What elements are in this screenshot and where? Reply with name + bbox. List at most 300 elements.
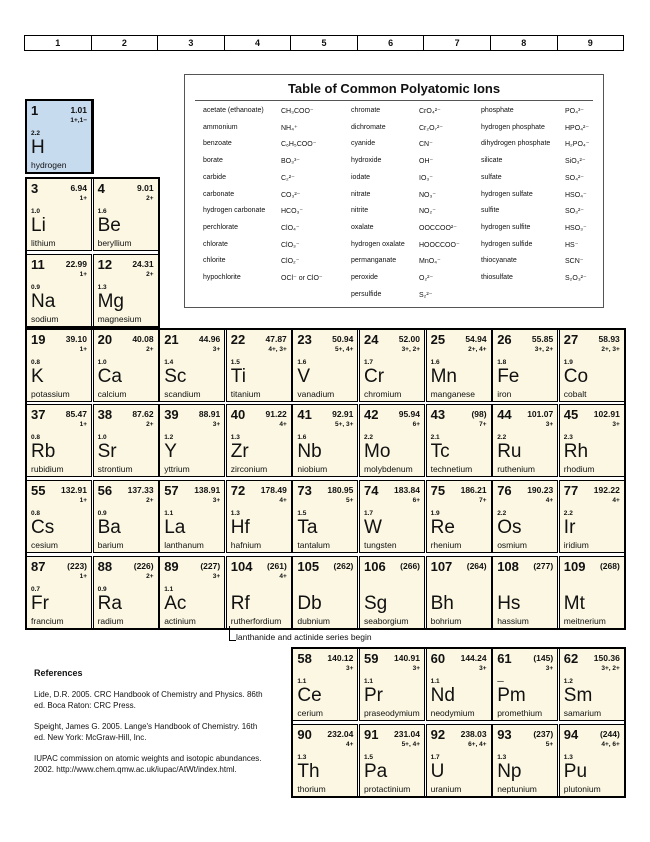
element-name: cesium xyxy=(31,540,58,550)
atomic-mass: 238.03 xyxy=(460,729,487,739)
ion-name: persulfide xyxy=(351,290,382,298)
electronegativity: 1.9 xyxy=(430,510,440,517)
element-symbol: Os xyxy=(497,517,522,538)
electronegativity: 1.1 xyxy=(164,586,174,593)
atomic-mass: 132.91 xyxy=(61,485,87,495)
electronegativity: 0.8 xyxy=(31,359,41,366)
electronegativity: 0.9 xyxy=(31,284,41,291)
reference-item: Lide, D.R. 2005. CRC Handbook of Chemistry and Physics. 86th ed. Boca Raton: CRC Press. xyxy=(34,690,263,710)
ion-formula: S₂²⁻ xyxy=(419,291,433,299)
atomic-number: 57 xyxy=(164,483,179,498)
electronegativity: 1.0 xyxy=(97,434,107,441)
oxidation-states: 7+ xyxy=(479,497,487,504)
oxidation-states: 3+ xyxy=(545,421,554,428)
element-tile-dubnium xyxy=(292,556,358,629)
atomic-number: 26 xyxy=(497,332,512,347)
atomic-mass: 186.21 xyxy=(460,485,487,495)
atomic-number: 89 xyxy=(164,559,179,574)
ion-formula: H₂PO₄⁻ xyxy=(565,141,590,149)
element-tile-niobium xyxy=(292,404,358,477)
ion-formula: HOOCCOO⁻ xyxy=(419,241,460,249)
element-name: ruthenium xyxy=(497,464,535,474)
element-name: promethium xyxy=(497,708,543,718)
atomic-number: 60 xyxy=(430,651,446,666)
element-symbol: Fe xyxy=(497,366,520,387)
element-name: lithium xyxy=(31,238,56,248)
atomic-mass: 140.12 xyxy=(327,653,354,663)
element-symbol: W xyxy=(364,517,382,538)
element-name: rhenium xyxy=(430,540,462,550)
atomic-mass: 1.01 xyxy=(70,105,87,115)
ion-formula: IO₃⁻ xyxy=(419,174,433,182)
ion-formula: HCO₃⁻ xyxy=(281,208,304,216)
element-tile-radium xyxy=(93,556,159,629)
element-name: potassium xyxy=(31,389,70,399)
oxidation-states: 4+ xyxy=(545,497,554,504)
element-name: neptunium xyxy=(497,784,537,794)
element-name: francium xyxy=(31,616,64,626)
element-name: tantalum xyxy=(297,540,330,550)
element-name: scandium xyxy=(164,389,201,399)
oxidation-states: 3+ xyxy=(212,421,221,428)
element-name: seaborgium xyxy=(364,616,409,626)
reference-item: Speight, James G. 2005. Lange's Handbook of Chemistry. 16th ed. New York: McGraw-Hill, Inc. xyxy=(34,722,258,742)
oxidation-states: 3+ xyxy=(612,421,620,428)
atomic-number: 39 xyxy=(164,407,179,422)
element-name: actinium xyxy=(164,616,196,626)
atomic-number: 23 xyxy=(297,332,312,347)
atomic-number: 59 xyxy=(364,651,379,666)
atomic-mass: 6.94 xyxy=(70,183,87,193)
element-symbol: Hf xyxy=(230,517,250,538)
atomic-number: 4 xyxy=(97,181,105,196)
electronegativity: 1.6 xyxy=(430,359,440,366)
oxidation-states: 7+ xyxy=(479,421,487,428)
ion-name: phosphate xyxy=(481,107,514,114)
atomic-number: 109 xyxy=(563,559,586,574)
element-tile-cobalt xyxy=(559,329,625,402)
element-symbol: Sg xyxy=(364,593,388,614)
element-tile-neodymium xyxy=(426,648,492,721)
ion-name: thiocyanate xyxy=(481,257,517,265)
atomic-number: 11 xyxy=(31,257,45,272)
oxidation-states: 2+ xyxy=(146,497,154,504)
ion-name: hydrogen carbonate xyxy=(203,207,266,215)
oxidation-states: 2+, 4+ xyxy=(468,346,487,353)
oxidation-states: 5+ xyxy=(545,741,554,748)
electronegativity: 1.8 xyxy=(497,359,507,366)
atomic-mass: 54.94 xyxy=(465,334,487,344)
atomic-mass: 92.91 xyxy=(332,409,354,419)
oxidation-states: 3+ xyxy=(212,497,221,504)
electronegativity: 1.1 xyxy=(164,510,174,517)
element-tile-actinium xyxy=(159,556,225,629)
electronegativity: 2.3 xyxy=(563,434,573,441)
atomic-mass: (98) xyxy=(471,409,487,419)
element-symbol: Mt xyxy=(563,593,585,614)
element-name: beryllium xyxy=(97,238,132,248)
atomic-mass: 178.49 xyxy=(260,485,287,495)
ion-name: chlorate xyxy=(203,240,228,248)
oxidation-states: 1+ xyxy=(79,271,87,278)
electronegativity: 1.3 xyxy=(297,754,307,761)
ion-name: nitrite xyxy=(351,207,369,215)
element-tile-hassium xyxy=(492,556,558,629)
ion-formula: C₂²⁻ xyxy=(281,174,295,182)
atomic-mass: 39.10 xyxy=(65,334,87,344)
ion-formula: ClO₃⁻ xyxy=(281,241,300,249)
ion-table-divider xyxy=(195,100,593,101)
oxidation-states: 4+ xyxy=(612,497,620,504)
atomic-number: 56 xyxy=(97,483,113,498)
element-tile-strontium xyxy=(93,404,159,477)
atomic-number: 25 xyxy=(430,332,446,347)
oxidation-states: 4+ xyxy=(279,573,287,580)
oxidation-states: 4+ xyxy=(279,497,287,504)
ion-formula: HSO₃⁻ xyxy=(565,224,587,232)
atomic-mass: (145) xyxy=(533,653,554,663)
atomic-number: 72 xyxy=(230,483,246,498)
oxidation-states: 1+ xyxy=(79,573,87,580)
ion-formula: O₂²⁻ xyxy=(419,275,434,282)
electronegativity: 2.1 xyxy=(430,434,440,441)
ion-name: silicate xyxy=(481,157,503,165)
oxidation-states: 5+, 4+ xyxy=(401,741,420,748)
atomic-number: 87 xyxy=(31,559,46,574)
atomic-mass: 52.00 xyxy=(398,334,420,344)
atomic-number: 27 xyxy=(563,332,579,347)
element-tile-rutherfordium xyxy=(226,556,292,629)
element-symbol: Hs xyxy=(497,593,521,614)
oxidation-states: 5+, 3+ xyxy=(334,421,354,428)
element-symbol: K xyxy=(31,366,44,387)
atomic-number: 106 xyxy=(364,559,386,574)
atomic-mass: (264) xyxy=(466,561,487,571)
electronegativity: 1.1 xyxy=(364,678,374,685)
electronegativity: 0.8 xyxy=(31,434,41,441)
element-name: tungsten xyxy=(364,540,397,550)
element-tile-yttrium xyxy=(159,404,225,477)
electronegativity: 1.3 xyxy=(230,510,240,517)
element-name: plutonium xyxy=(563,784,601,794)
element-name: strontium xyxy=(97,464,133,474)
element-tile-seaborgium xyxy=(359,556,425,629)
electronegativity: 1.2 xyxy=(164,434,174,441)
oxidation-states: 3+ xyxy=(479,665,487,672)
element-symbol: Mg xyxy=(97,291,124,312)
electronegativity: 0.9 xyxy=(97,510,107,517)
atomic-number: 43 xyxy=(430,407,446,422)
reference-item: IUPAC commission on atomic weights and isotopic abundances. 2002. http://www.chem.qmw.ac.uk/iupac/AtWt/index.html. xyxy=(34,754,262,774)
electronegativity: 1.0 xyxy=(31,208,41,215)
atomic-number: 90 xyxy=(297,727,312,742)
element-symbol: Rf xyxy=(230,593,250,614)
element-name: meitnerium xyxy=(563,616,606,626)
element-symbol: Pa xyxy=(364,761,388,782)
element-symbol: La xyxy=(164,517,186,538)
element-tile-hafnium xyxy=(226,480,292,553)
ion-formula: BO₃³⁻ xyxy=(281,158,300,166)
ion-formula: CH₃COO⁻ xyxy=(281,108,314,115)
element-symbol: Pm xyxy=(497,685,526,706)
electronegativity: 1.3 xyxy=(497,754,507,761)
oxidation-states: 4+ xyxy=(279,421,287,428)
element-name: rutherfordium xyxy=(230,616,282,626)
ion-name: benzoate xyxy=(203,140,232,148)
electronegativity: 1.3 xyxy=(563,754,573,761)
element-name: technetium xyxy=(430,464,473,474)
column-number: 2 xyxy=(91,36,158,50)
electronegativity: 1.5 xyxy=(364,754,374,761)
oxidation-states: 4+, 3+ xyxy=(268,346,287,353)
oxidation-states: 2+ xyxy=(146,271,154,278)
element-symbol: Ac xyxy=(164,593,187,614)
atomic-number: 77 xyxy=(563,483,579,498)
element-name: iridium xyxy=(563,540,589,550)
atomic-number: 73 xyxy=(297,483,312,498)
atomic-mass: 231.04 xyxy=(394,729,420,739)
element-symbol: Ir xyxy=(563,517,576,538)
element-name: magnesium xyxy=(97,314,142,324)
element-tile-protactinium xyxy=(359,724,425,797)
atomic-mass: (237) xyxy=(533,729,554,739)
oxidation-states: 1+ xyxy=(79,421,87,428)
element-tile-tungsten xyxy=(359,480,425,553)
atomic-number: 105 xyxy=(297,559,320,574)
ion-formula: CrO₄²⁻ xyxy=(419,108,441,115)
element-tile-sodium xyxy=(26,254,92,327)
element-symbol: Th xyxy=(297,761,320,782)
oxidation-states: 4+, 6+ xyxy=(601,741,620,748)
ion-formula: HS⁻ xyxy=(565,241,579,249)
atomic-mass: (266) xyxy=(400,561,420,571)
atomic-number: 37 xyxy=(31,407,46,422)
atomic-mass: (262) xyxy=(333,561,354,571)
element-tile-beryllium xyxy=(93,178,159,251)
atomic-number: 94 xyxy=(563,727,579,742)
element-symbol: Nd xyxy=(430,685,455,706)
electronegativity: 1.6 xyxy=(297,359,307,366)
element-tile-molybdenum xyxy=(359,404,425,477)
atomic-mass: 50.94 xyxy=(332,334,354,344)
element-tile-ruthenium xyxy=(492,404,558,477)
ion-name: dihydrogen phosphate xyxy=(481,140,551,148)
ion-formula: SO₄²⁻ xyxy=(565,174,584,182)
column-number: 1 xyxy=(55,38,61,48)
oxidation-states: 3+ xyxy=(212,346,221,353)
ion-formula: NH₄⁺ xyxy=(281,124,298,132)
column-number: 7 xyxy=(423,36,490,50)
atomic-mass: 9.01 xyxy=(137,183,154,193)
element-symbol: Zr xyxy=(230,441,249,462)
ion-name: chromate xyxy=(351,107,381,114)
ion-formula: ClO₄⁻ xyxy=(281,224,300,232)
element-name: yttrium xyxy=(164,464,190,474)
ion-formula: S₂O₃²⁻ xyxy=(565,275,587,282)
element-name: praseodymium xyxy=(364,708,420,718)
element-symbol: Sc xyxy=(164,366,187,387)
atomic-mass: 22.99 xyxy=(65,259,87,269)
electronegativity: 1.3 xyxy=(97,284,107,291)
element-tile-scandium xyxy=(159,329,225,402)
oxidation-states: 5+, 4+ xyxy=(334,346,354,353)
atomic-mass: 47.87 xyxy=(265,334,287,344)
electronegativity: 1.1 xyxy=(297,678,307,685)
element-name: samarium xyxy=(563,708,602,718)
element-name: sodium xyxy=(31,314,59,324)
atomic-mass: 101.07 xyxy=(527,409,554,419)
element-symbol: Y xyxy=(164,441,177,462)
oxidation-states: 3+ xyxy=(212,573,221,580)
element-tile-neptunium xyxy=(492,724,558,797)
oxidation-states: 2+, 3+ xyxy=(601,346,620,353)
ion-formula: Cr₂O₇²⁻ xyxy=(419,124,443,132)
element-name: manganese xyxy=(430,389,476,399)
element-symbol: Pr xyxy=(364,685,383,706)
element-tile-osmium xyxy=(492,480,558,553)
ion-formula: OH⁻ xyxy=(419,158,434,166)
element-tile-uranium xyxy=(426,724,492,797)
ion-formula: CN⁻ xyxy=(419,141,433,149)
column-header-row xyxy=(24,35,624,51)
oxidation-states: 3+ xyxy=(545,665,554,672)
ion-name: carbide xyxy=(203,173,226,181)
electronegativity: 1.7 xyxy=(430,754,440,761)
element-tile-praseodymium xyxy=(359,648,425,721)
element-symbol: Nb xyxy=(297,441,322,462)
element-tile-barium xyxy=(93,480,159,553)
atomic-mass: 144.24 xyxy=(460,653,487,663)
ion-formula: CO₃²⁻ xyxy=(281,191,301,199)
ion-formula: MnO₄⁻ xyxy=(419,258,441,266)
atomic-mass: 58.93 xyxy=(598,334,620,344)
atomic-number: 42 xyxy=(364,407,379,422)
ion-name: hydrogen phosphate xyxy=(481,123,545,131)
element-tile-iridium xyxy=(559,480,625,553)
column-number: 6 xyxy=(357,36,424,50)
ion-formula: SCN⁻ xyxy=(565,258,584,266)
atomic-number: 58 xyxy=(297,651,312,666)
ion-name: perchlorate xyxy=(203,223,239,231)
electronegativity: 2.2 xyxy=(497,434,507,441)
atomic-number: 76 xyxy=(497,483,512,498)
ion-name: peroxide xyxy=(351,274,378,281)
element-tile-rhodium xyxy=(559,404,625,477)
atomic-number: 107 xyxy=(430,559,453,574)
atomic-number: 21 xyxy=(164,332,179,347)
references xyxy=(34,668,264,785)
element-symbol: Ba xyxy=(97,517,121,538)
atomic-number: 91 xyxy=(364,727,379,742)
element-name: uranium xyxy=(430,784,462,794)
element-name: lanthanum xyxy=(164,540,204,550)
atomic-number: 104 xyxy=(230,559,253,574)
electronegativity: 1.3 xyxy=(230,434,240,441)
atomic-mass: (277) xyxy=(533,561,554,571)
electronegativity: 1.6 xyxy=(97,208,107,215)
element-name: hassium xyxy=(497,616,529,626)
element-symbol: Ra xyxy=(97,593,122,614)
oxidation-states: 2+ xyxy=(146,195,154,202)
element-name: neodymium xyxy=(430,708,475,718)
atomic-mass: 24.31 xyxy=(132,259,154,269)
element-tile-rubidium xyxy=(26,404,92,477)
element-symbol: Sr xyxy=(97,441,117,462)
element-name: dubnium xyxy=(297,616,330,626)
element-name: barium xyxy=(97,540,124,550)
element-tile-calcium xyxy=(93,329,159,402)
atomic-number: 62 xyxy=(563,651,579,666)
column-number: 9 xyxy=(557,36,624,50)
electronegativity: 1.4 xyxy=(164,359,174,366)
element-tile-tantalum xyxy=(292,480,358,553)
atomic-mass: (226) xyxy=(133,561,154,571)
ion-formula: OOCCOO²⁻ xyxy=(419,224,457,232)
electronegativity: 1.6 xyxy=(297,434,307,441)
oxidation-states: 3+, 2+ xyxy=(601,665,620,672)
ion-name: sulfite xyxy=(481,207,500,215)
electronegativity: 1.0 xyxy=(97,359,107,366)
ion-name: hydroxide xyxy=(351,157,382,165)
atomic-mass: 232.04 xyxy=(327,729,354,739)
atomic-number: 19 xyxy=(31,332,46,347)
element-tile-iron xyxy=(492,329,558,402)
atomic-mass: 102.91 xyxy=(593,409,620,419)
element-name: protactinium xyxy=(364,784,411,794)
element-tile-meitnerium xyxy=(559,556,625,629)
ion-formula: PO₄³⁻ xyxy=(565,108,584,115)
electronegativity: 2.2 xyxy=(497,510,507,517)
atomic-mass: (227) xyxy=(200,561,221,571)
electronegativity: 1.1 xyxy=(430,678,440,685)
column-number: 4 xyxy=(224,36,291,50)
element-symbol: Ta xyxy=(297,517,318,538)
atomic-mass: 150.36 xyxy=(593,653,620,663)
element-tile-lanthanum xyxy=(159,480,225,553)
ion-table-title: Table of Common Polyatomic Ions xyxy=(287,81,501,96)
element-symbol: Co xyxy=(563,366,589,387)
element-tile-hydrogen xyxy=(26,100,92,173)
ion-name: iodate xyxy=(351,173,371,181)
electronegativity: 2.2 xyxy=(364,434,374,441)
element-tile-titanium xyxy=(226,329,292,402)
atomic-number: 45 xyxy=(563,407,579,422)
element-tile-lithium xyxy=(26,178,92,251)
element-name: radium xyxy=(97,616,124,626)
oxidation-states: 6+, 4+ xyxy=(468,741,487,748)
ion-name: borate xyxy=(203,157,223,165)
oxidation-states: 5+ xyxy=(345,497,354,504)
column-number: 5 xyxy=(290,36,357,50)
ion-formula: SO₃²⁻ xyxy=(565,208,584,216)
element-name: iron xyxy=(497,389,512,399)
atomic-mass: 91.22 xyxy=(265,409,287,419)
atomic-mass: 140.91 xyxy=(394,653,420,663)
element-tile-chromium xyxy=(359,329,425,402)
atomic-number: 92 xyxy=(430,727,446,742)
atomic-number: 93 xyxy=(497,727,512,742)
element-symbol: Ce xyxy=(297,685,322,706)
element-name: rhodium xyxy=(563,464,595,474)
element-name: titanium xyxy=(230,389,261,399)
column-number: 3 xyxy=(157,36,224,50)
element-tile-samarium xyxy=(559,648,625,721)
series-note: lanthanide and actinide series begin xyxy=(236,632,372,642)
element-symbol: Ca xyxy=(97,366,122,387)
element-tile-cesium xyxy=(26,480,92,553)
electronegativity: 1.5 xyxy=(230,359,240,366)
element-symbol: Be xyxy=(97,215,121,236)
